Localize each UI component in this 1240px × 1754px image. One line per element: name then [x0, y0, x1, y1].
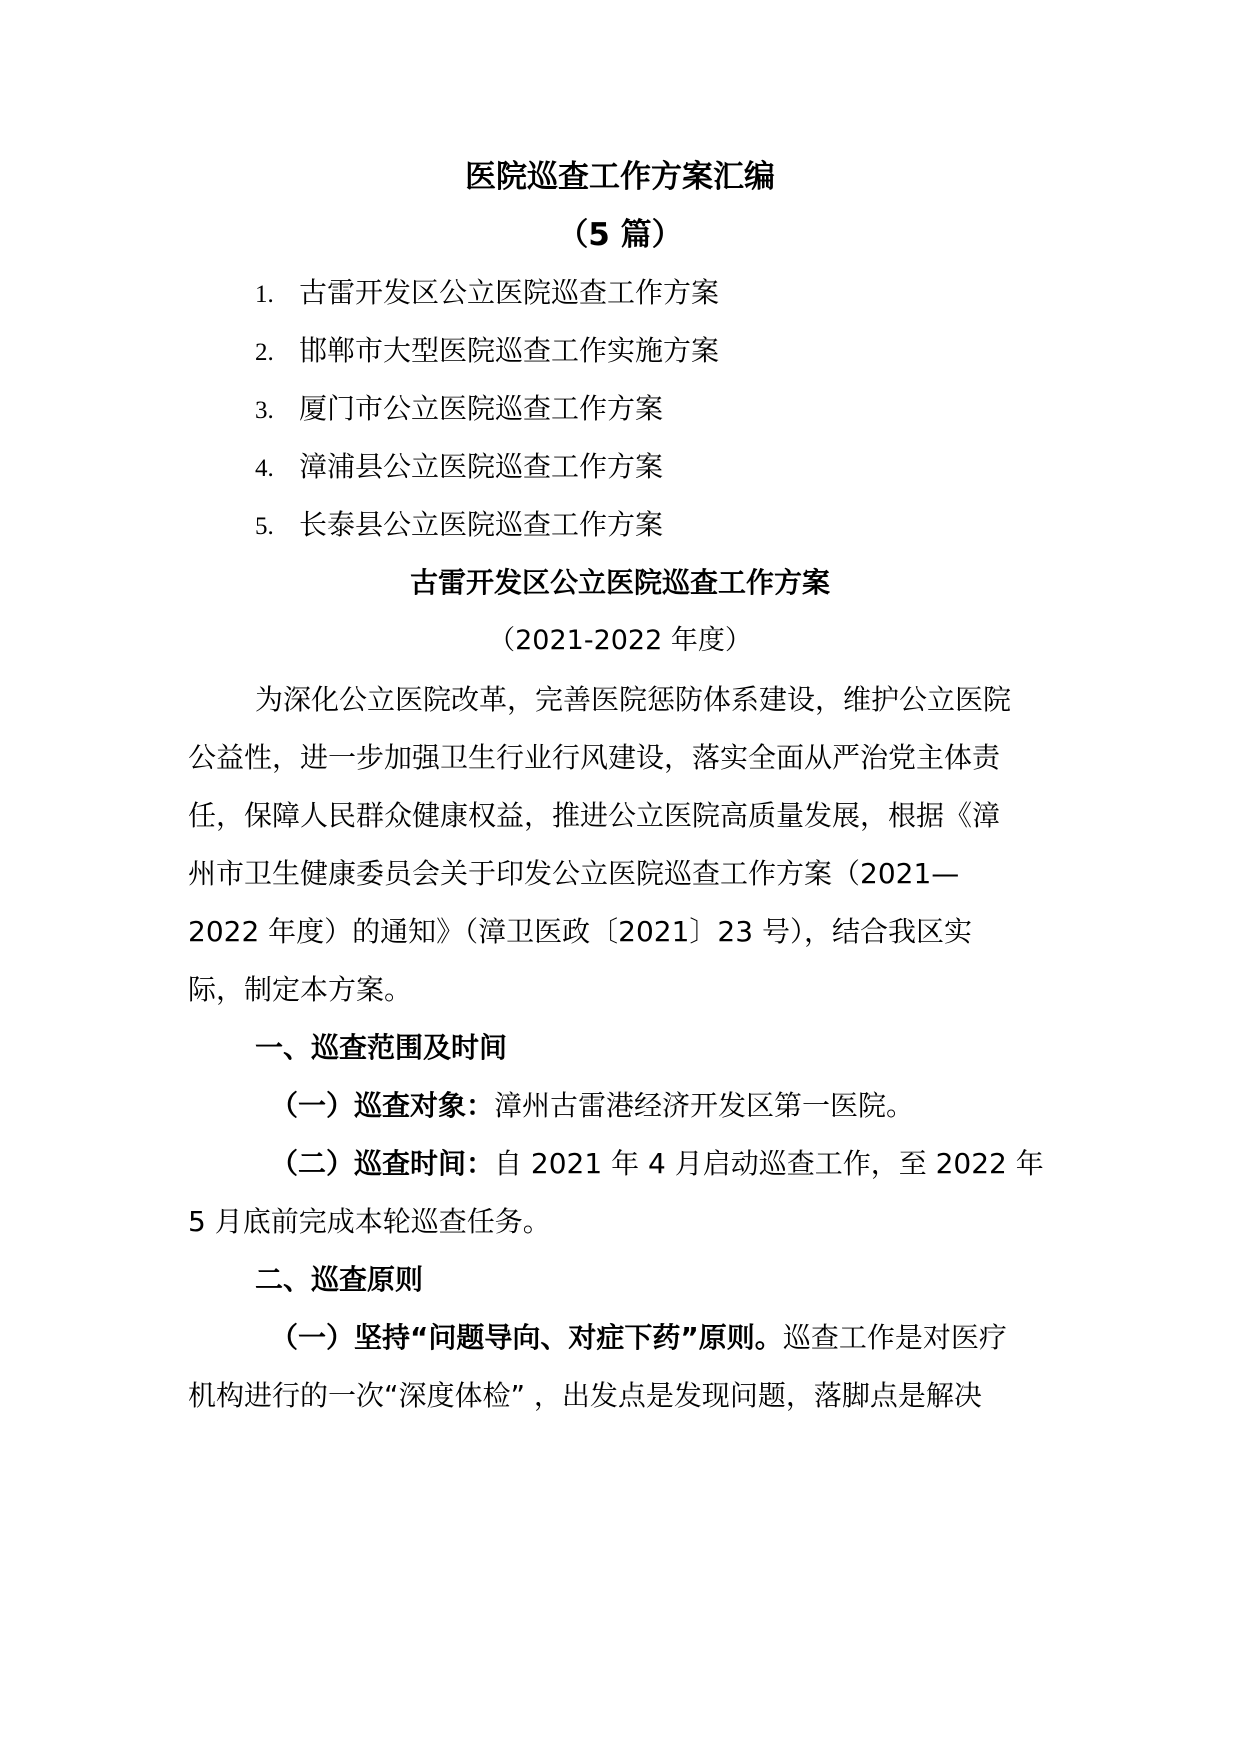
- item-continuation: 5 月底前完成本轮巡查任务。: [188, 1205, 551, 1238]
- intro-line: 际，制定本方案。: [188, 973, 413, 1006]
- toc-item: [255, 273, 719, 315]
- item-principle-1: [270, 1318, 1007, 1358]
- section-period: （2021-2022 年度）: [488, 625, 752, 656]
- item-inspection-target: [270, 1086, 914, 1126]
- heading-principles: 二、巡查原则: [255, 1263, 424, 1296]
- toc-text: 漳浦县公立医院巡查工作方案: [299, 450, 664, 483]
- toc-number: 1.: [255, 281, 274, 308]
- item-text: 漳州古雷港经济开发区第一医院。: [494, 1089, 915, 1122]
- toc-text: 古雷开发区公立医院巡查工作方案: [299, 276, 720, 309]
- item-label: （二）巡查时间：: [270, 1147, 495, 1180]
- intro-line: 为深化公立医院改革，完善医院惩防体系建设，维护公立医院: [255, 683, 1012, 716]
- intro-line: 州市卫生健康委员会关于印发公立医院巡查工作方案（2021—: [188, 857, 960, 890]
- toc-number: 3.: [255, 397, 274, 424]
- item-continuation: 机构进行的一次“深度体检” ，出发点是发现问题，落脚点是解决: [188, 1379, 982, 1412]
- item-label: （一）巡查对象：: [270, 1089, 495, 1122]
- toc-item: [255, 331, 719, 373]
- toc-item: [255, 447, 663, 489]
- toc-text: 长泰县公立医院巡查工作方案: [299, 508, 664, 541]
- intro-line: 任，保障人民群众健康权益，推进公立医院高质量发展，根据《漳: [188, 799, 1001, 832]
- toc-item: [255, 505, 663, 547]
- toc-number: 2.: [255, 339, 274, 366]
- document-title: 医院巡查工作方案汇编: [465, 159, 775, 195]
- item-text: 巡查工作是对医疗: [782, 1321, 1007, 1354]
- intro-line: 2022 年度）的通知》（漳卫医政〔2021〕23 号），结合我区实: [188, 915, 972, 948]
- item-inspection-time: [270, 1144, 1044, 1184]
- toc-number: 5.: [255, 513, 274, 540]
- intro-line: 公益性，进一步加强卫生行业行风建设，落实全面从严治党主体责: [188, 741, 1001, 774]
- toc-text: 邯郸市大型医院巡查工作实施方案: [299, 334, 720, 367]
- toc-number: 4.: [255, 455, 274, 482]
- item-label: （一）坚持“问题导向、对症下药”原则。: [270, 1321, 783, 1354]
- heading-scope-time: 一、巡查范围及时间: [255, 1031, 508, 1064]
- document-subtitle: （5 篇）: [557, 217, 683, 253]
- item-text: 自 2021 年 4 月启动巡查工作，至 2022 年: [494, 1147, 1044, 1180]
- toc-item: [255, 389, 663, 431]
- toc-text: 厦门市公立医院巡查工作方案: [299, 392, 664, 425]
- section-title: 古雷开发区公立医院巡查工作方案: [409, 566, 830, 599]
